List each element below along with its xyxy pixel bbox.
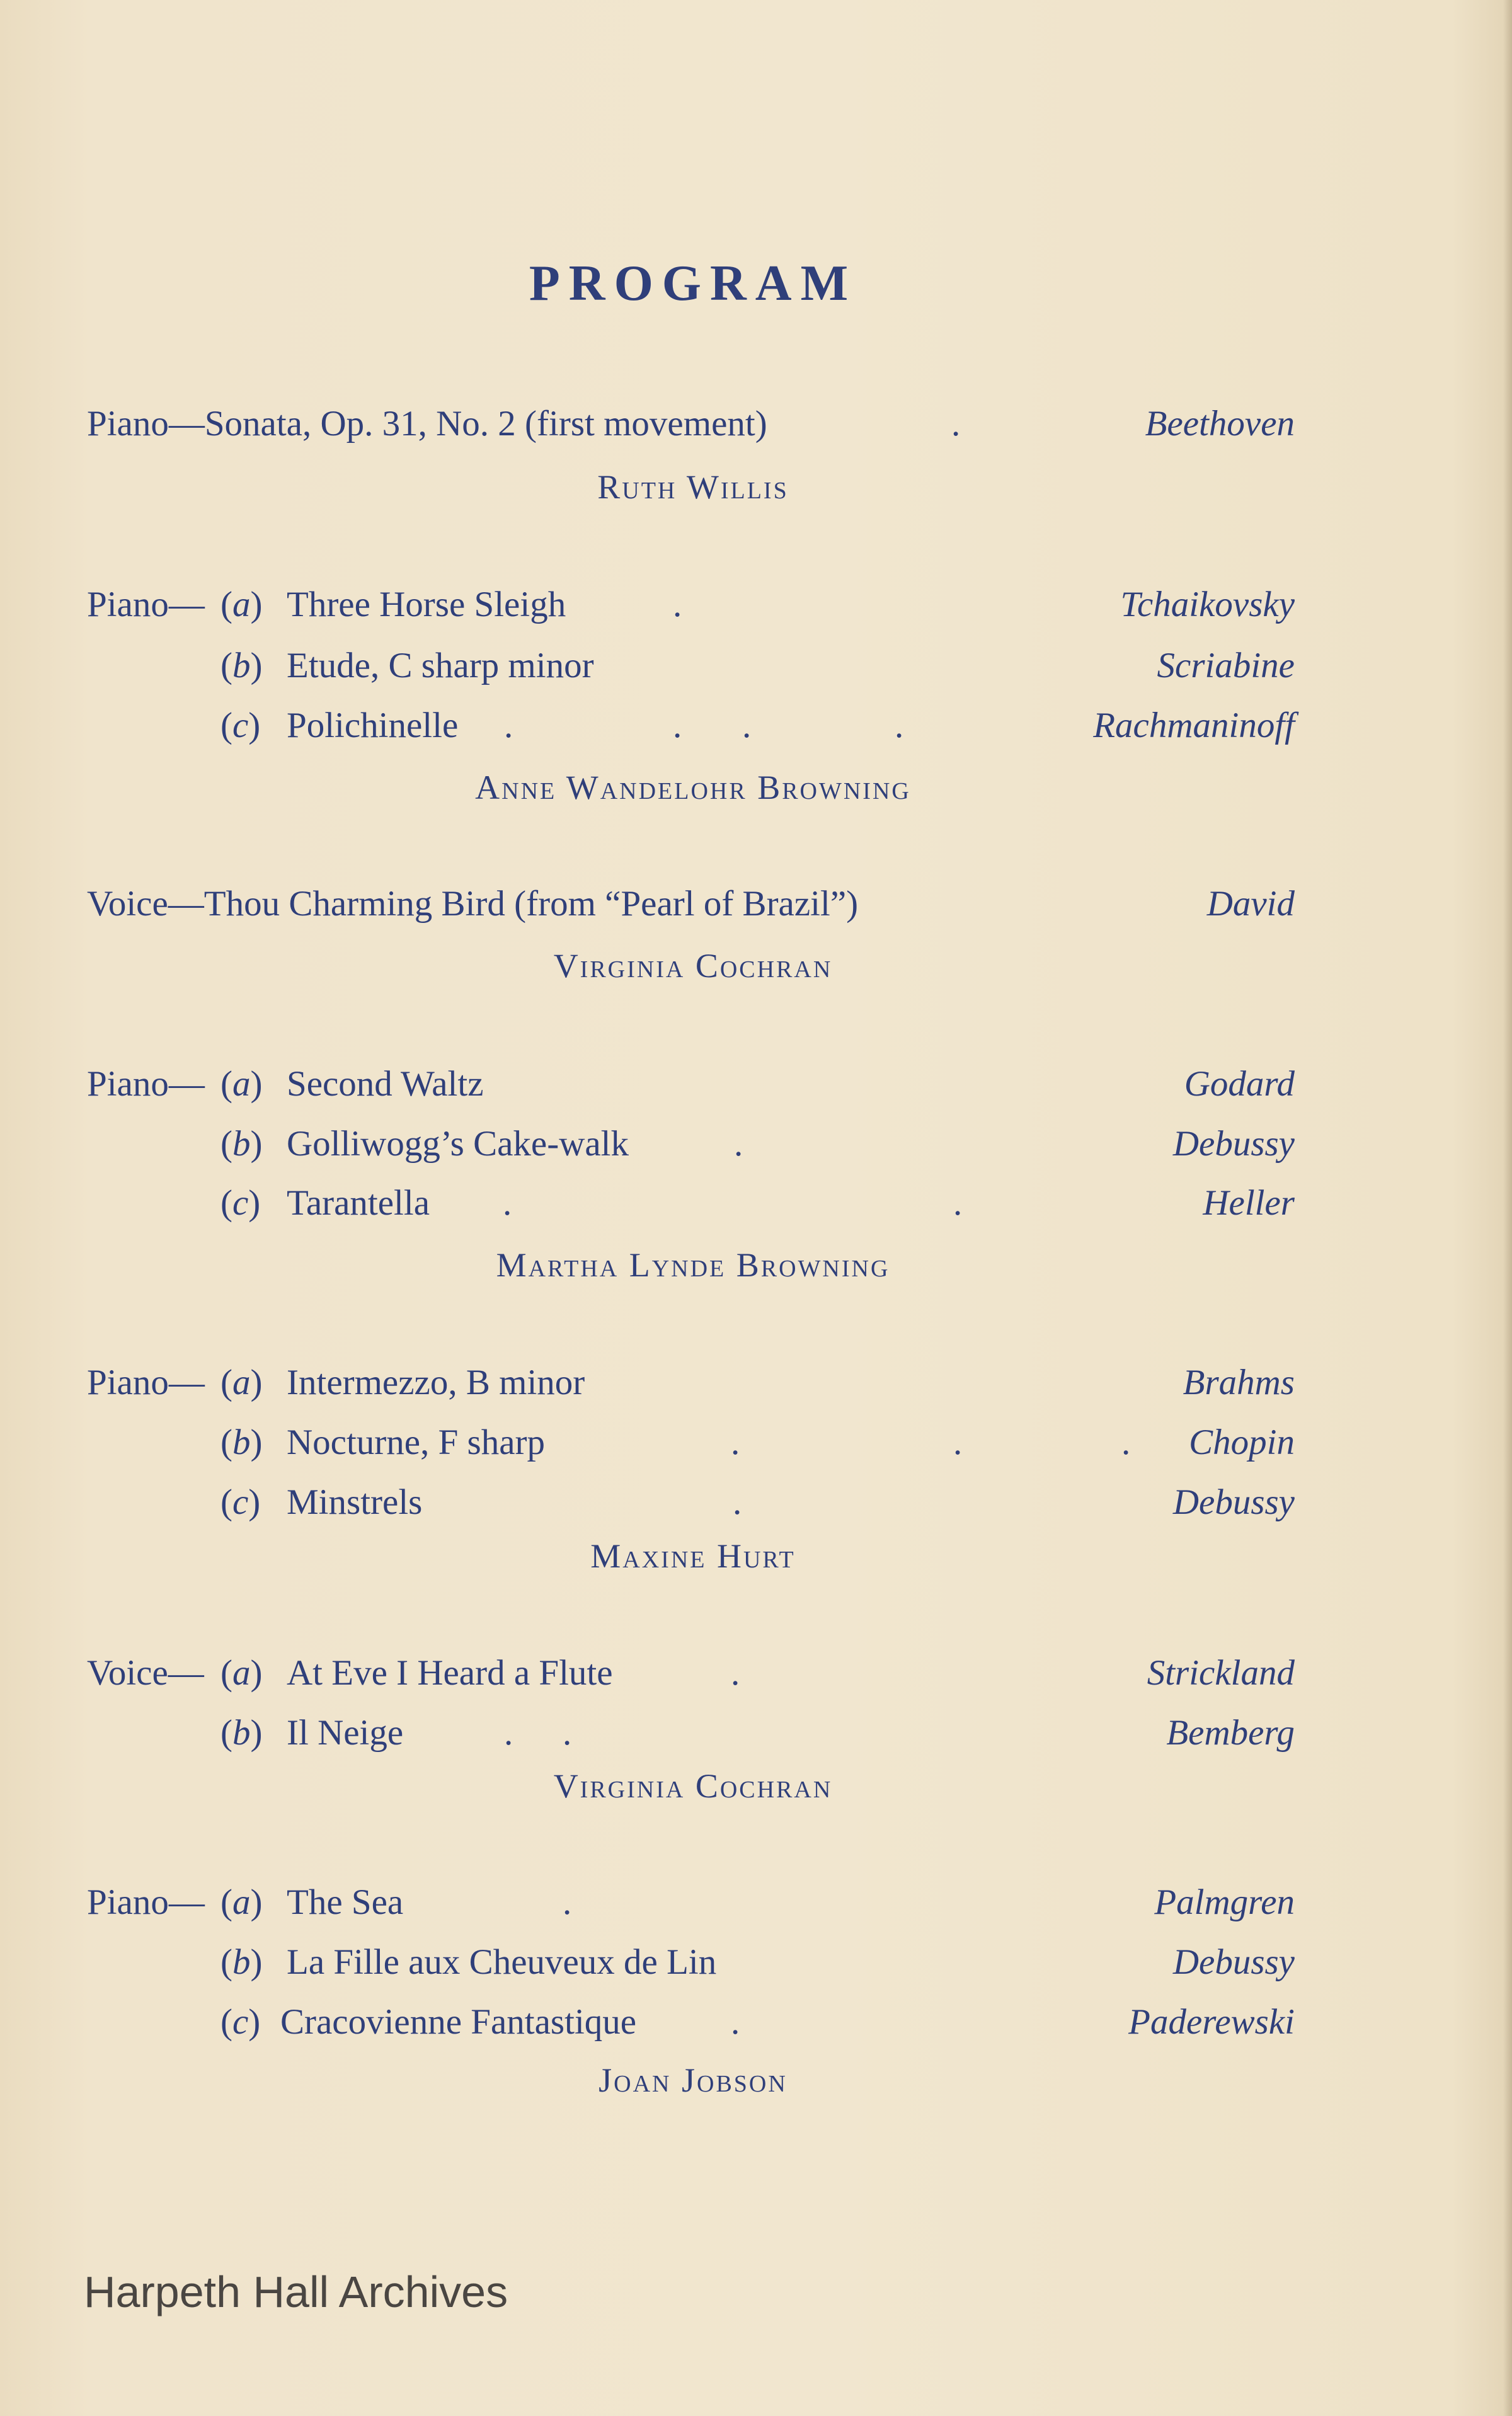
performer-name: Anne Wandelohr Browning [475, 769, 911, 806]
piece-title: Three Horse Sleigh [287, 585, 566, 624]
piece-title: Cracovienne Fantastique [280, 2002, 637, 2042]
program-entry-line [0, 1877, 1512, 1928]
leader-dot: . [563, 1713, 572, 1753]
program-item-line [0, 1417, 1512, 1468]
item-letter: (a) [220, 1363, 263, 1402]
program-entry-line [0, 879, 1512, 929]
piece-title: Tarantella [287, 1183, 430, 1223]
piece-title: At Eve I Heard a Flute [287, 1653, 613, 1693]
performer-name: Martha Lynde Browning [496, 1246, 890, 1284]
composer: Debussy [1172, 1942, 1295, 1982]
composer: Palmgren [1154, 1882, 1295, 1922]
program-entry-line [0, 399, 1512, 449]
entry-instrument: Piano— [87, 585, 205, 624]
item-letter: (b) [220, 646, 263, 685]
entry-title: Piano—Sonata, Op. 31, No. 2 (first movement) [87, 404, 767, 444]
program-entry-line [0, 1358, 1512, 1408]
item-letter: (b) [220, 1942, 263, 1982]
performer-name: Joan Jobson [598, 2061, 788, 2099]
piece-title: Second Waltz [287, 1064, 484, 1104]
composer: Tchaikovsky [1120, 585, 1295, 624]
item-letter: (c) [220, 706, 261, 745]
leader-dot: . [731, 2002, 740, 2042]
composer: Beethoven [1145, 404, 1295, 444]
leader-dot: . [504, 706, 513, 745]
leader-dot: . [673, 706, 682, 745]
performer-name: Maxine Hurt [590, 1537, 796, 1575]
composer: Godard [1184, 1064, 1295, 1104]
entry-instrument: Piano— [87, 1064, 205, 1104]
composer: Debussy [1172, 1124, 1295, 1164]
composer: Heller [1203, 1183, 1295, 1223]
composer: Scriabine [1157, 646, 1295, 685]
piece-title: Polichinelle [287, 706, 459, 745]
leader-dot: . [503, 1183, 512, 1223]
program-item-line [0, 701, 1512, 751]
leader-dot: . [731, 1423, 740, 1462]
leader-dot: . [504, 1713, 513, 1753]
program-entry-line [0, 1648, 1512, 1698]
item-letter: (b) [220, 1423, 263, 1462]
piece-title: The Sea [287, 1882, 404, 1922]
leader-dot: . [895, 706, 904, 745]
piece-title: Il Neige [287, 1713, 404, 1753]
leader-dot: . [673, 585, 682, 624]
leader-dot: . [734, 1124, 743, 1164]
piece-title: Etude, C sharp minor [287, 646, 594, 685]
leader-dot: . [563, 1882, 572, 1922]
program-item-line [0, 1997, 1512, 2047]
leader-dot: . [951, 404, 961, 444]
entry-instrument: Piano— [87, 1882, 205, 1922]
program-item-line [0, 1119, 1512, 1169]
composer: Brahms [1183, 1363, 1295, 1402]
leader-dot: . [742, 706, 752, 745]
item-letter: (b) [220, 1124, 263, 1164]
composer: Bemberg [1166, 1713, 1295, 1753]
leader-dot: . [953, 1183, 963, 1223]
piece-title: Golliwogg’s Cake-walk [287, 1124, 629, 1164]
program-entry-line [0, 1059, 1512, 1109]
program-entry-line [0, 580, 1512, 630]
composer: Strickland [1147, 1653, 1295, 1693]
program-item-line [0, 641, 1512, 691]
entry-instrument: Piano— [87, 1363, 205, 1402]
composer: David [1206, 884, 1295, 924]
leader-dot: . [953, 1423, 963, 1462]
composer: Debussy [1172, 1482, 1295, 1522]
piece-title: Intermezzo, B minor [287, 1363, 585, 1402]
item-letter: (c) [220, 1183, 261, 1223]
piece-title: Minstrels [287, 1482, 423, 1522]
leader-dot: . [1121, 1423, 1131, 1462]
item-letter: (a) [220, 585, 263, 624]
page-title: PROGRAM [529, 256, 857, 311]
composer: Paderewski [1128, 2002, 1295, 2042]
performer-name: Ruth Willis [597, 468, 789, 506]
leader-dot: . [733, 1482, 742, 1522]
item-letter: (b) [220, 1713, 263, 1753]
program-item-line [0, 1937, 1512, 1988]
leader-dot: . [731, 1653, 740, 1693]
composer: Rachmaninoff [1093, 706, 1295, 745]
item-letter: (c) [220, 1482, 261, 1522]
performer-name: Virginia Cochran [553, 947, 833, 985]
entry-title: Voice—Thou Charming Bird (from “Pearl of Brazil”) [87, 884, 859, 924]
item-letter: (a) [220, 1653, 263, 1693]
item-letter: (c) [220, 2002, 261, 2042]
item-letter: (a) [220, 1882, 263, 1922]
program-item-line [0, 1178, 1512, 1228]
program-item-line [0, 1708, 1512, 1758]
composer: Chopin [1189, 1423, 1295, 1462]
archive-watermark: Harpeth Hall Archives [84, 2267, 508, 2316]
entry-instrument: Voice— [87, 1653, 204, 1693]
performer-name: Virginia Cochran [553, 1767, 833, 1805]
item-letter: (a) [220, 1064, 263, 1104]
piece-title: Nocturne, F sharp [287, 1423, 545, 1462]
piece-title: La Fille aux Cheuveux de Lin [287, 1942, 717, 1982]
program-item-line [0, 1477, 1512, 1528]
